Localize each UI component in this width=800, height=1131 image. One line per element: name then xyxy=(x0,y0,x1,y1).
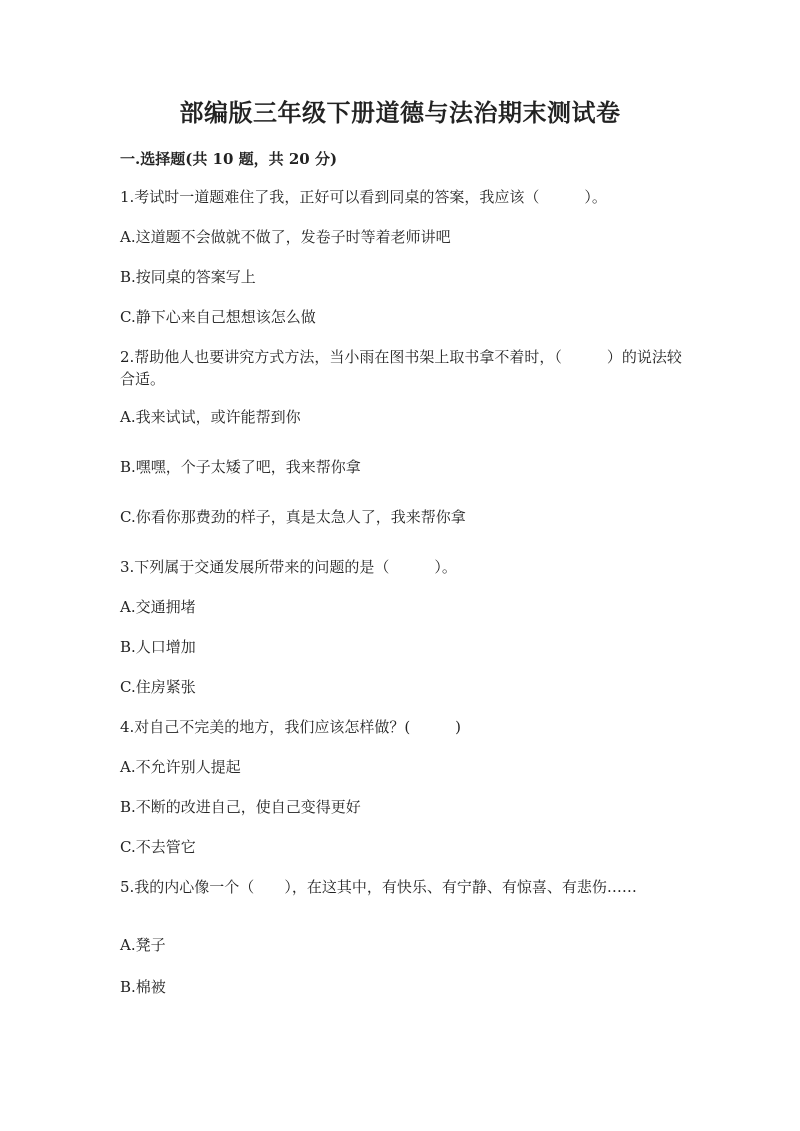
question-1-option-a: A.这道题不会做就不做了，发卷子时等着老师讲吧 xyxy=(120,228,451,246)
question-5-option-a: A.凳子 xyxy=(120,936,166,954)
question-2-option-b: B.嘿嘿，个子太矮了吧，我来帮你拿 xyxy=(120,458,361,476)
question-3-option-c: C.住房紧张 xyxy=(120,678,196,696)
question-1-option-c: C.静下心来自己想想该怎么做 xyxy=(120,308,316,326)
question-stem-1: 1.考试时一道题难住了我，正好可以看到同桌的答案，我应该（ ）。 xyxy=(120,188,607,206)
question-stem-4: 4.对自己不完美的地方，我们应该怎样做？( ) xyxy=(120,718,462,736)
question-4-option-b: B.不断的改进自己，使自己变得更好 xyxy=(120,798,361,816)
question-stem-2: 2.帮助他人也要讲究方式方法，当小雨在图书架上取书拿不着时，（ ）的说法较合适。 xyxy=(120,348,682,388)
question-2-option-c: C.你看你那费劲的样子，真是太急人了，我来帮你拿 xyxy=(120,508,466,526)
section-heading: 一.选择题(共 10 题，共 20 分) xyxy=(120,150,338,168)
question-3-option-a: A.交通拥堵 xyxy=(120,598,196,616)
page-title: 部编版三年级下册道德与法治期末测试卷 xyxy=(179,98,621,127)
question-4-option-a: A.不允许别人提起 xyxy=(120,758,241,776)
question-3-option-b: B.人口增加 xyxy=(120,638,196,656)
question-2-option-a: A.我来试试，或许能帮到你 xyxy=(120,408,301,426)
question-stem-3: 3.下列属于交通发展所带来的问题的是（ ）。 xyxy=(120,558,457,576)
question-1-option-b: B.按同桌的答案写上 xyxy=(120,268,256,286)
question-stem-5: 5.我的内心像一个（ ），在这其中，有快乐、有宁静、有惊喜、有悲伤…… xyxy=(120,878,637,896)
question-5-option-b: B.棉被 xyxy=(120,978,166,996)
question-4-option-c: C.不去管它 xyxy=(120,838,196,856)
